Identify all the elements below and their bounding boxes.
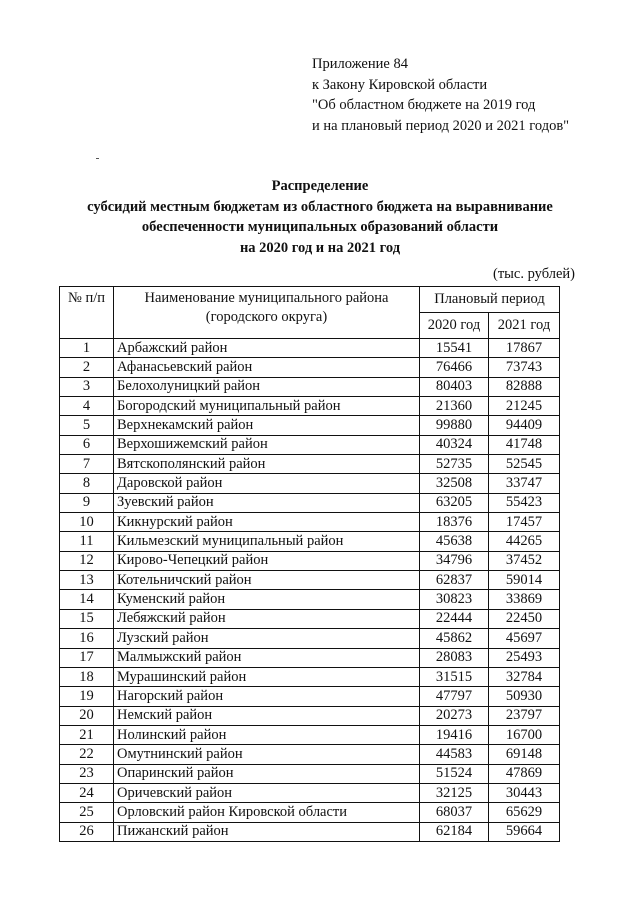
row-number: 24 <box>60 783 114 802</box>
row-number: 3 <box>60 377 114 396</box>
row-district-name: Орловский район Кировской области <box>114 803 420 822</box>
table-row <box>60 358 560 377</box>
row-number: 12 <box>60 551 114 570</box>
title-line-2: субсидий местным бюджетам из областного бюджета на выравнивание <box>87 198 553 215</box>
appendix-law: к Закону Кировской области <box>312 76 488 93</box>
title-line-3: обеспеченности муниципальных образований области <box>141 219 499 235</box>
row-value-2020: 40324 <box>420 435 489 454</box>
document-title <box>0 176 640 258</box>
row-value-2020: 31515 <box>420 667 489 686</box>
title-line-1: Распределение <box>271 178 369 194</box>
row-district-name: Котельничский район <box>114 571 420 590</box>
subsidy-table <box>59 286 560 842</box>
row-number: 17 <box>60 648 114 667</box>
row-number: 23 <box>60 764 114 783</box>
row-value-2021: 45697 <box>489 629 560 648</box>
row-value-2021: 23797 <box>489 706 560 725</box>
row-number: 14 <box>60 590 114 609</box>
row-district-name: Кильмезский муниципальный район <box>114 532 420 551</box>
row-number: 16 <box>60 629 114 648</box>
row-number: 22 <box>60 745 114 764</box>
row-number: 21 <box>60 725 114 744</box>
row-value-2021: 37452 <box>489 551 560 570</box>
row-district-name: Верхошижемский район <box>114 435 420 454</box>
header-name-line2: (городского округа) <box>205 309 328 325</box>
table-row <box>60 725 560 744</box>
row-number: 1 <box>60 339 114 358</box>
row-district-name: Пижанский район <box>114 822 420 841</box>
row-value-2020: 32125 <box>420 783 489 802</box>
table-row <box>60 648 560 667</box>
row-value-2021: 17457 <box>489 513 560 532</box>
table-row <box>60 609 560 628</box>
row-value-2021: 41748 <box>489 435 560 454</box>
table-row <box>60 687 560 706</box>
row-district-name: Богородский муниципальный район <box>114 397 420 416</box>
units-label: (тыс. рублей) <box>493 266 575 282</box>
row-value-2021: 52545 <box>489 455 560 474</box>
row-number: 5 <box>60 416 114 435</box>
row-value-2021: 73743 <box>489 358 560 377</box>
table-row <box>60 745 560 764</box>
table-row <box>60 532 560 551</box>
row-district-name: Нолинский район <box>114 725 420 744</box>
row-value-2021: 82888 <box>489 377 560 396</box>
row-value-2021: 16700 <box>489 725 560 744</box>
table-row <box>60 803 560 822</box>
appendix-header <box>312 54 569 136</box>
row-district-name: Мурашинский район <box>114 667 420 686</box>
table-row <box>60 783 560 802</box>
row-value-2021: 59014 <box>489 571 560 590</box>
row-value-2021: 50930 <box>489 687 560 706</box>
row-district-name: Зуевский район <box>114 493 420 512</box>
row-district-name: Кирово-Чепецкий район <box>114 551 420 570</box>
appendix-law-title: "Об областном бюджете на 2019 год <box>312 97 536 113</box>
row-value-2020: 76466 <box>420 358 489 377</box>
row-district-name: Лузский район <box>114 629 420 648</box>
header-2020: 2020 год <box>420 313 489 339</box>
row-value-2021: 55423 <box>489 493 560 512</box>
table-row <box>60 493 560 512</box>
row-value-2021: 44265 <box>489 532 560 551</box>
table-row <box>60 629 560 648</box>
row-value-2020: 62184 <box>420 822 489 841</box>
table-row <box>60 377 560 396</box>
row-number: 26 <box>60 822 114 841</box>
row-value-2020: 20273 <box>420 706 489 725</box>
row-value-2020: 44583 <box>420 745 489 764</box>
row-value-2020: 15541 <box>420 339 489 358</box>
row-value-2020: 21360 <box>420 397 489 416</box>
row-number: 20 <box>60 706 114 725</box>
header-2021: 2021 год <box>489 313 560 339</box>
row-value-2021: 65629 <box>489 803 560 822</box>
row-value-2020: 22444 <box>420 609 489 628</box>
row-value-2020: 47797 <box>420 687 489 706</box>
row-value-2021: 69148 <box>489 745 560 764</box>
row-value-2020: 34796 <box>420 551 489 570</box>
row-value-2021: 22450 <box>489 609 560 628</box>
row-district-name: Белохолуницкий район <box>114 377 420 396</box>
row-district-name: Арбажский район <box>114 339 420 358</box>
row-district-name: Кикнурский район <box>114 513 420 532</box>
row-district-name: Вятскополянский район <box>114 455 420 474</box>
row-value-2020: 19416 <box>420 725 489 744</box>
row-number: 9 <box>60 493 114 512</box>
row-number: 19 <box>60 687 114 706</box>
row-value-2020: 80403 <box>420 377 489 396</box>
row-value-2021: 17867 <box>489 339 560 358</box>
appendix-number: Приложение 84 <box>312 56 408 72</box>
table-row <box>60 571 560 590</box>
table-row <box>60 822 560 841</box>
row-number: 25 <box>60 803 114 822</box>
row-value-2020: 45862 <box>420 629 489 648</box>
table-row <box>60 551 560 570</box>
row-district-name: Омутнинский район <box>114 745 420 764</box>
row-number: 2 <box>60 358 114 377</box>
row-district-name: Немский район <box>114 706 420 725</box>
row-value-2021: 33869 <box>489 590 560 609</box>
table-row <box>60 339 560 358</box>
header-name <box>114 287 420 339</box>
row-district-name: Даровской район <box>114 474 420 493</box>
header-plan-period: Плановый период <box>420 287 560 313</box>
row-district-name: Верхнекамский район <box>114 416 420 435</box>
row-value-2021: 21245 <box>489 397 560 416</box>
row-number: 13 <box>60 571 114 590</box>
row-value-2020: 45638 <box>420 532 489 551</box>
row-number: 6 <box>60 435 114 454</box>
row-district-name: Опаринский район <box>114 764 420 783</box>
table-row <box>60 416 560 435</box>
header-name-line1: Наименование муниципального района <box>144 290 389 306</box>
row-value-2021: 59664 <box>489 822 560 841</box>
table-row <box>60 667 560 686</box>
row-value-2020: 63205 <box>420 493 489 512</box>
row-number: 10 <box>60 513 114 532</box>
row-value-2021: 47869 <box>489 764 560 783</box>
row-number: 8 <box>60 474 114 493</box>
table-row <box>60 435 560 454</box>
row-value-2020: 51524 <box>420 764 489 783</box>
table-row <box>60 397 560 416</box>
row-district-name: Лебяжский район <box>114 609 420 628</box>
row-district-name: Малмыжский район <box>114 648 420 667</box>
row-value-2021: 32784 <box>489 667 560 686</box>
row-value-2021: 94409 <box>489 416 560 435</box>
header-num: № п/п <box>60 287 114 339</box>
table-row <box>60 764 560 783</box>
table-row <box>60 513 560 532</box>
row-value-2020: 30823 <box>420 590 489 609</box>
row-number: 7 <box>60 455 114 474</box>
row-district-name: Нагорский район <box>114 687 420 706</box>
stray-mark <box>96 158 99 159</box>
row-value-2020: 68037 <box>420 803 489 822</box>
table-row <box>60 590 560 609</box>
appendix-law-period: и на плановый период 2020 и 2021 годов" <box>312 117 570 134</box>
row-value-2020: 32508 <box>420 474 489 493</box>
row-number: 11 <box>60 532 114 551</box>
title-line-4: на 2020 год и на 2021 год <box>239 239 401 256</box>
table-row <box>60 455 560 474</box>
row-number: 15 <box>60 609 114 628</box>
row-district-name: Оричевский район <box>114 783 420 802</box>
row-value-2021: 30443 <box>489 783 560 802</box>
table-row <box>60 706 560 725</box>
row-district-name: Афанасьевский район <box>114 358 420 377</box>
row-value-2020: 99880 <box>420 416 489 435</box>
row-value-2020: 62837 <box>420 571 489 590</box>
row-value-2020: 52735 <box>420 455 489 474</box>
row-value-2021: 25493 <box>489 648 560 667</box>
row-value-2020: 18376 <box>420 513 489 532</box>
row-number: 4 <box>60 397 114 416</box>
row-number: 18 <box>60 667 114 686</box>
table-row <box>60 474 560 493</box>
row-district-name: Куменский район <box>114 590 420 609</box>
row-value-2021: 33747 <box>489 474 560 493</box>
row-value-2020: 28083 <box>420 648 489 667</box>
